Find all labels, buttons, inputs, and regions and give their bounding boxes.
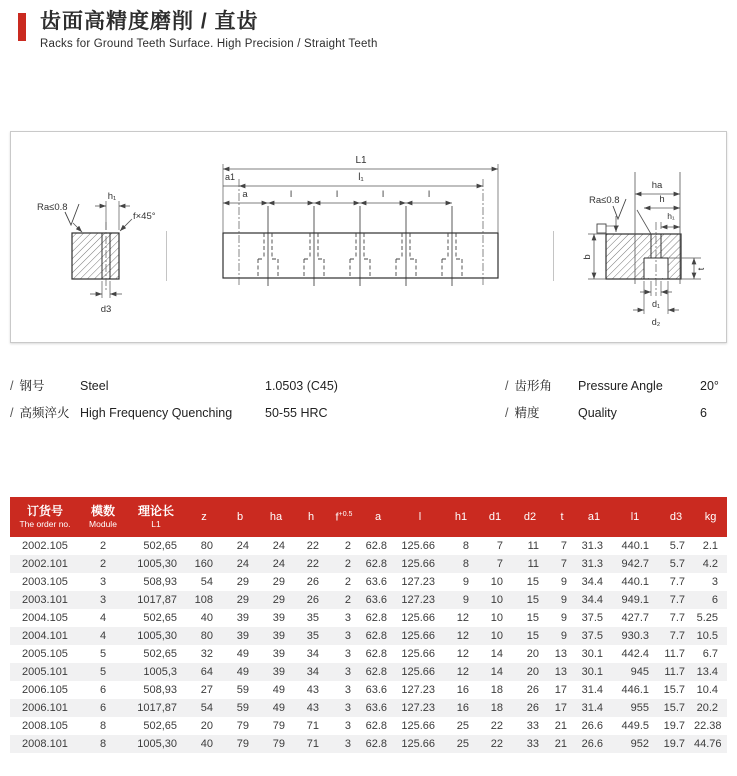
table-cell: 13 [554,666,567,678]
column-header: d1 [478,497,512,537]
column-header: l [396,497,444,537]
table-cell: 20.2 [696,702,718,714]
table-cell: 29 [272,576,285,588]
table-cell: 3 [344,684,351,696]
table-cell: 955 [630,702,649,714]
table-cell: 1005,30 [137,558,177,570]
table-cell: 26 [526,702,539,714]
table-cell: 9 [560,594,567,606]
table-cell: 942.7 [621,558,649,570]
column-header: a1 [576,497,612,537]
column-header: b [222,497,258,537]
spec-label-zh: / 钢号 [10,379,45,393]
dim-label-l: l [381,189,385,200]
table-cell: 24 [236,558,249,570]
table-cell: 108 [194,594,213,606]
table-row [10,717,727,735]
table-cell: 2 [344,576,351,588]
surface-roughness-label: Ra≤0.8 [37,202,68,213]
table-cell: 39 [272,648,285,660]
table-cell: 7.7 [669,612,685,624]
table-cell: 34 [306,666,319,678]
table-cell: 26.6 [581,738,603,750]
spec-label-zh: / 齿形角 [505,379,552,393]
table-cell: 33 [526,738,539,750]
spec-label-zh: / 精度 [505,406,540,420]
table-cell: 502,65 [143,540,177,552]
table-cell: 33 [526,720,539,732]
table-cell: 62.8 [365,540,387,552]
table-cell: 6 [99,684,107,696]
table-cell: 9 [462,594,469,606]
table-cell: 3 [344,666,351,678]
table-cell: 10 [490,612,503,624]
table-cell: 14 [490,648,503,660]
specs-right [505,376,730,430]
table-cell: 127.23 [401,576,435,588]
table-cell: 508,93 [143,576,177,588]
table-cell: 125.66 [401,738,435,750]
table-cell: 10 [490,576,503,588]
table-cell: 930.3 [621,630,649,642]
table-cell: 12 [456,612,469,624]
column-header: d2 [512,497,548,537]
column-header: 理论长 L1 [126,497,186,537]
table-cell: 20 [526,648,539,660]
table-cell: 2005.101 [22,666,68,678]
table-cell: 15 [526,630,539,642]
table-cell: 29 [236,594,249,606]
table-cell: 945 [630,666,649,678]
table-cell: 440.1 [621,540,649,552]
table-cell: 3 [344,648,351,660]
spec-row-quality [505,403,730,430]
table-cell: 16 [456,702,469,714]
page-title: 齿面高精度磨削 / 直齿 [40,10,259,33]
table-cell: 80 [200,540,213,552]
dim-label-h1: h₁ [667,211,675,221]
table-cell: 7 [496,558,503,570]
table-cell: 3 [344,738,351,750]
dim-label-d1: d₁ [651,299,661,309]
table-cell: 49 [272,684,285,696]
table-cell: 39 [236,612,249,624]
table-cell: 11.7 [664,666,685,678]
table-row [10,681,727,699]
dim-label-L1: L1 [355,155,367,166]
table-cell: 125.66 [401,648,435,660]
table-cell: 2 [344,540,351,552]
table-cell: 9 [462,576,469,588]
table-cell: 37.5 [581,630,603,642]
table-cell: 18 [490,702,503,714]
table-row [10,609,727,627]
table-cell: 20 [200,720,213,732]
page-header [18,9,378,50]
table-cell: 449.5 [621,720,649,732]
table-cell: 3 [99,594,107,606]
table-cell: 39 [236,630,249,642]
table-cell: 34.4 [581,576,603,588]
drawing-end-section-view [29,146,209,336]
table-cell: 2 [99,540,107,552]
table-cell: 2002.105 [22,540,68,552]
table-cell: 24 [236,540,249,552]
table-cell: 4 [99,612,107,624]
table-cell: 7.7 [669,576,685,588]
dim-label-chamfer: f×45° [133,211,156,222]
table-cell: 79 [272,720,285,732]
table-cell: 3 [344,720,351,732]
dim-label-d3: d3 [100,304,112,315]
column-header: h1 [444,497,478,537]
table-cell: 5.7 [669,558,685,570]
table-cell: 10.5 [696,630,718,642]
table-cell: 31.3 [581,558,603,570]
column-header: l1 [612,497,658,537]
table-cell: 6.7 [702,648,718,660]
table-row [10,591,727,609]
spec-value: 6 [700,406,707,420]
dim-label-h: h [659,194,665,205]
spec-label-en: Steel [80,379,109,393]
table-cell: 12 [456,666,469,678]
table-cell: 21 [554,738,567,750]
column-header: kg [694,497,727,537]
column-header: 模数 Module [80,497,126,537]
table-cell: 17 [554,702,567,714]
table-cell: 10 [490,630,503,642]
table-cell: 2003.105 [22,576,68,588]
table-cell: 949.1 [621,594,649,606]
dim-label-a1: a1 [224,172,236,182]
table-cell: 7.7 [669,630,685,642]
spec-row-steel [10,376,430,403]
table-cell: 2006.101 [22,702,68,714]
table-row [10,699,727,717]
table-cell: 1017,87 [137,702,177,714]
table-cell: 125.66 [401,666,435,678]
table-cell: 9 [560,576,567,588]
table-cell: 40 [200,612,213,624]
column-header: 订货号 The order no. [10,497,80,537]
table-cell: 39 [272,612,285,624]
table-cell: 1005,3 [143,666,177,678]
table-cell: 49 [236,666,249,678]
table-cell: 6 [99,702,107,714]
table-cell: 34 [306,648,319,660]
table-cell: 427.7 [621,612,649,624]
table-cell: 39 [272,666,285,678]
table-cell: 446.1 [621,684,649,696]
dim-label-a: a [242,189,248,200]
table-cell: 502,65 [143,612,177,624]
table-cell: 79 [236,720,249,732]
drawing-cross-section-view [561,146,711,336]
table-cell: 127.23 [401,702,435,714]
table-cell: 32 [200,648,213,660]
table-cell: 3 [344,612,351,624]
table-cell: 49 [272,702,285,714]
product-table [10,497,727,753]
table-cell: 3 [344,630,351,642]
table-cell: 13.4 [696,666,718,678]
table-cell: 15 [526,594,539,606]
table-cell: 22 [306,558,319,570]
table-cell: 31.4 [581,702,603,714]
table-cell: 63.6 [365,576,387,588]
table-cell: 43 [306,684,319,696]
table-cell: 2008.105 [22,720,68,732]
table-cell: 3 [711,576,718,588]
title-accent-bar [18,13,26,41]
table-cell: 3 [99,576,107,588]
technical-drawing-panel [10,131,727,343]
column-header: z [186,497,222,537]
table-row [10,537,727,555]
table-cell: 7 [496,540,503,552]
table-cell: 40 [200,738,213,750]
table-cell: 15 [526,576,539,588]
table-cell: 71 [306,720,319,732]
table-cell: 29 [236,576,249,588]
table-cell: 125.66 [401,558,435,570]
table-cell: 43 [306,702,319,714]
table-row [10,627,727,645]
table-cell: 442.4 [621,648,649,660]
table-cell: 59 [236,702,249,714]
dim-label-h1: h₁ [107,191,117,202]
table-cell: 62.8 [365,720,387,732]
table-cell: 25 [456,720,469,732]
drawing-divider [166,231,167,281]
table-cell: 440.1 [621,576,649,588]
table-cell: 62.8 [365,738,387,750]
table-cell: 1017,87 [137,594,177,606]
table-row [10,663,727,681]
table-row [10,555,727,573]
spec-value: 1.0503 (C45) [265,379,338,393]
table-cell: 952 [630,738,649,750]
table-cell: 125.66 [401,630,435,642]
dim-label-l1: l₁ [358,172,364,183]
dim-label-l: l [335,189,339,200]
table-cell: 54 [200,702,213,714]
table-cell: 26 [526,684,539,696]
table-cell: 3 [344,702,351,714]
table-cell: 54 [200,576,213,588]
table-cell: 37.5 [581,612,603,624]
table-cell: 44.76 [694,738,722,750]
table-cell: 8 [462,540,469,552]
table-cell: 62.8 [365,630,387,642]
table-cell: 30.1 [581,648,603,660]
table-cell: 5 [99,666,107,678]
table-cell: 2 [344,558,351,570]
table-cell: 7 [560,540,567,552]
spec-label-en: High Frequency Quenching [80,406,233,420]
dim-label-t: t [696,267,706,271]
table-cell: 62.8 [365,648,387,660]
column-header: $f^{+0.5}$ [328,497,360,537]
table-cell: 8 [99,738,107,750]
dim-label-l: l [427,189,431,200]
table-cell: 63.6 [365,702,387,714]
table-cell: 29 [272,594,285,606]
table-cell: 25 [456,738,469,750]
table-cell: 2.1 [702,540,718,552]
table-cell: 11.7 [664,648,685,660]
table-cell: 15.7 [663,702,685,714]
table-cell: 19.7 [663,738,685,750]
table-cell: 59 [236,684,249,696]
table-cell: 79 [272,738,285,750]
table-cell: 20 [526,666,539,678]
table-cell: 63.6 [365,594,387,606]
table-cell: 502,65 [143,648,177,660]
table-cell: 7 [560,558,567,570]
spec-label-zh: / 高频淬火 [10,406,70,420]
table-cell: 9 [560,612,567,624]
table-cell: 125.66 [401,720,435,732]
table-cell: 27 [200,684,213,696]
dim-label-d2: d₂ [651,317,661,327]
column-header: t [548,497,576,537]
table-cell: 14 [490,666,503,678]
table-cell: 49 [236,648,249,660]
spec-label-en: Pressure Angle [578,379,663,393]
table-cell: 11 [527,540,539,552]
table-cell: 26.6 [581,720,603,732]
table-cell: 8 [462,558,469,570]
table-cell: 502,65 [143,720,177,732]
table-cell: 2005.105 [22,648,68,660]
spec-value: 50-55 HRC [265,406,328,420]
table-cell: 22 [490,720,503,732]
table-row [10,573,727,591]
table-header [10,497,727,537]
table-cell: 125.66 [401,540,435,552]
table-cell: 2 [99,558,107,570]
table-cell: 2004.105 [22,612,68,624]
table-cell: 30.1 [581,666,603,678]
table-cell: 62.8 [365,558,387,570]
dim-label-b: b [582,254,593,260]
table-cell: 4.2 [702,558,718,570]
specs-left [10,376,430,430]
table-row [10,645,727,663]
column-header: h [294,497,328,537]
table-cell: 127.23 [401,594,435,606]
column-header: a [360,497,396,537]
table-cell: 160 [194,558,213,570]
table-cell: 26 [306,594,319,606]
table-cell: 35 [306,630,319,642]
table-cell: 16 [456,684,469,696]
spec-label-en: Quality [578,406,617,420]
table-cell: 10 [490,594,503,606]
table-cell: 24 [272,558,285,570]
drawing-rack-front-view [211,146,511,336]
dim-label-ha: ha [651,180,663,191]
column-header: ha [258,497,294,537]
table-cell: 127.23 [401,684,435,696]
table-cell: 2008.101 [22,738,68,750]
table-cell: 19.7 [663,720,685,732]
table-cell: 62.8 [365,666,387,678]
dim-label-l: l [289,189,293,200]
table-cell: 2003.101 [22,594,68,606]
table-cell: 12 [456,630,469,642]
table-cell: 15.7 [663,684,685,696]
table-cell: 31.3 [581,540,603,552]
table-cell: 18 [490,684,503,696]
table-cell: 24 [272,540,285,552]
table-cell: 34.4 [581,594,603,606]
table-cell: 17 [554,684,567,696]
table-cell: 22 [490,738,503,750]
table-cell: 10.4 [696,684,718,696]
table-cell: 9 [560,630,567,642]
table-cell: 125.66 [401,612,435,624]
column-header: d3 [658,497,694,537]
table-body [10,537,727,753]
table-cell: 6 [711,594,718,606]
table-cell: 26 [306,576,319,588]
table-row [10,735,727,753]
table-cell: 7.7 [669,594,685,606]
table-cell: 5.7 [669,540,685,552]
page-subtitle: Racks for Ground Teeth Surface. High Precision / Straight Teeth [40,38,378,51]
table-cell: 508,93 [143,684,177,696]
table-cell: 71 [306,738,319,750]
table-cell: 2006.105 [22,684,68,696]
table-cell: 2004.101 [22,630,68,642]
table-cell: 2 [344,594,351,606]
table-cell: 63.6 [365,684,387,696]
spec-row-quenching [10,403,430,430]
table-cell: 8 [99,720,107,732]
table-cell: 2002.101 [22,558,68,570]
table-cell: 15 [526,612,539,624]
table-cell: 11 [527,558,539,570]
table-cell: 64 [200,666,213,678]
table-cell: 12 [456,648,469,660]
spec-value: 20° [700,379,719,393]
table-cell: 13 [554,648,567,660]
table-cell: 1005,30 [137,630,177,642]
table-cell: 31.4 [581,684,603,696]
surface-roughness-label: Ra≤0.8 [589,195,620,206]
table-cell: 4 [99,630,107,642]
table-cell: 79 [236,738,249,750]
spec-row-pressure-angle [505,376,730,403]
table-cell: 62.8 [365,612,387,624]
table-cell: 39 [272,630,285,642]
table-cell: 35 [306,612,319,624]
table-cell: 22 [306,540,319,552]
drawing-divider [553,231,554,281]
table-cell: 1005,30 [137,738,177,750]
table-cell: 5 [99,648,107,660]
table-cell: 22.38 [694,720,722,732]
table-cell: 21 [554,720,567,732]
table-cell: 5.25 [696,612,718,624]
table-cell: 80 [200,630,213,642]
ground-symbol-icon [597,224,606,233]
